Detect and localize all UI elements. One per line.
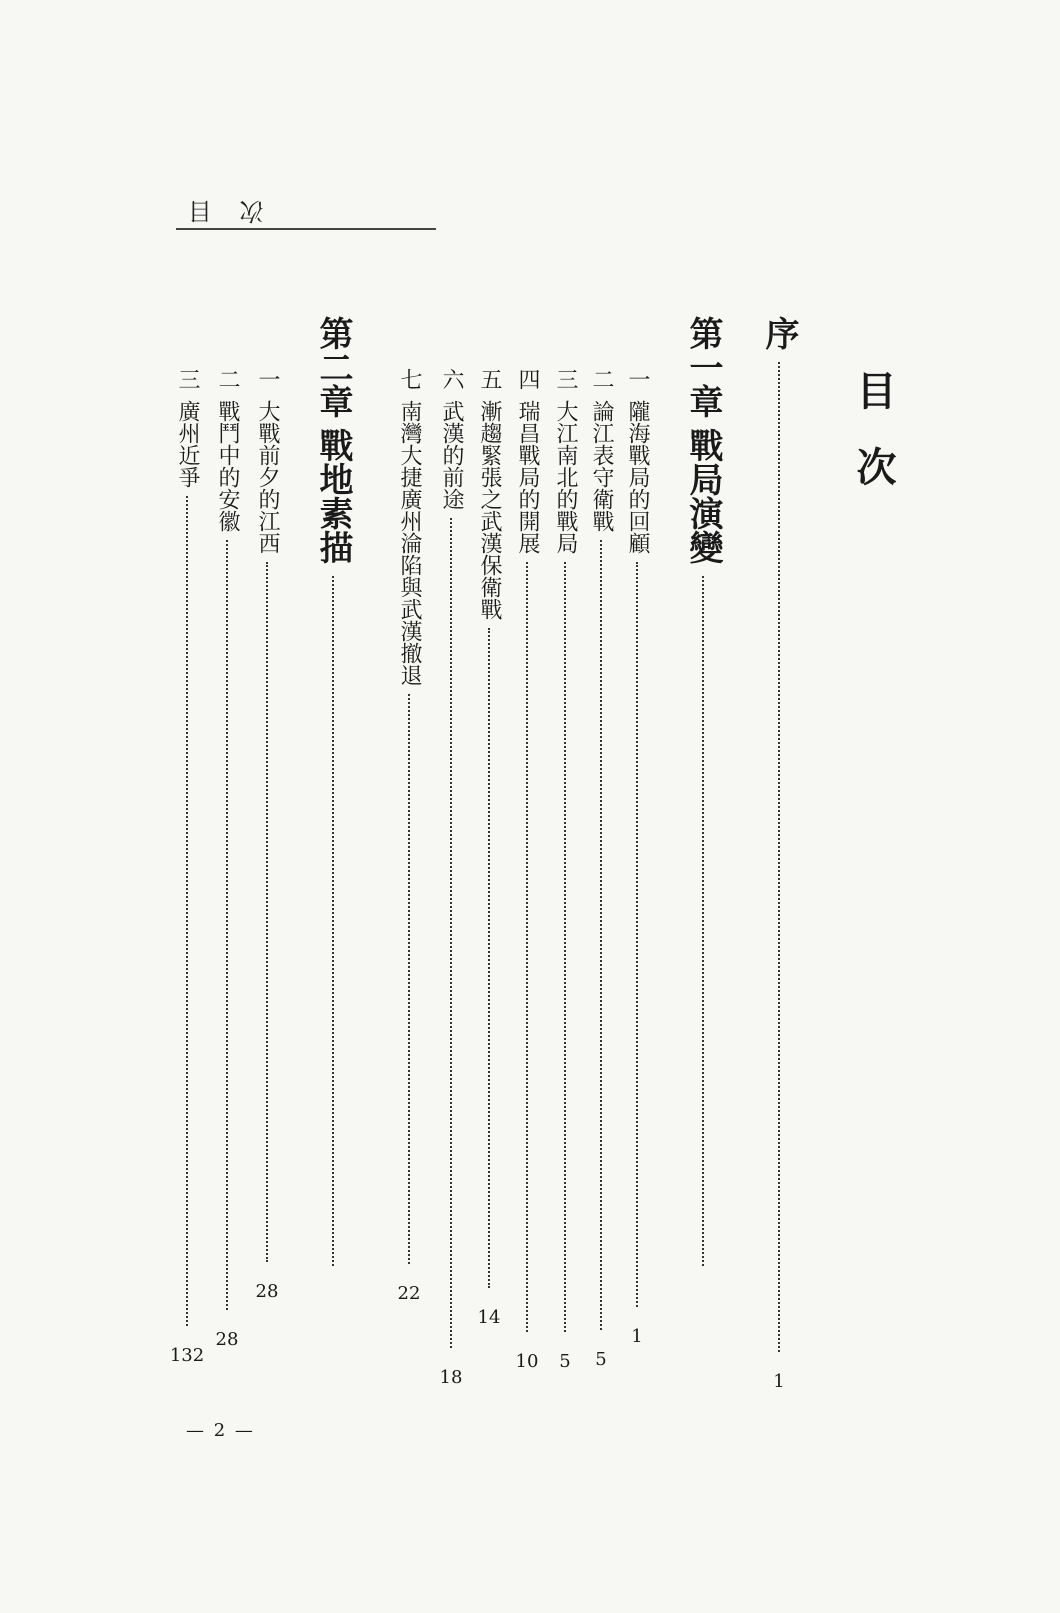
toc-entry-page: 132 [169, 1345, 205, 1366]
dot-leader [226, 540, 228, 1310]
toc-entry-chapter-1[interactable] [683, 316, 723, 1266]
toc-entry-title: 戰地素描 [313, 428, 353, 564]
dot-leader [778, 362, 780, 1352]
section-number: 六 [439, 368, 464, 390]
toc-entry-title: 戰局演變 [683, 428, 723, 564]
toc-entry-page: 5 [595, 1349, 607, 1370]
toc-entry-page: 10 [515, 1351, 539, 1372]
toc-entry-title: 瑞昌戰局的開展 [515, 400, 540, 554]
section-number: 二 [589, 368, 614, 390]
dot-leader [564, 562, 566, 1332]
dot-leader [266, 562, 268, 1262]
dot-leader [332, 576, 334, 1266]
page-title: 目次 [850, 370, 897, 522]
toc-entry-title: 大江南北的戰局 [553, 400, 578, 554]
toc-entry-chapter-2[interactable] [313, 316, 353, 1266]
toc-entry-title: 戰鬥中的安徽 [215, 400, 240, 532]
toc-entry-section-1-1[interactable] [625, 368, 650, 1347]
toc-entry-page: 28 [255, 1281, 279, 1302]
toc-entry-title: 廣州近爭 [175, 400, 200, 488]
dot-leader [186, 496, 188, 1326]
toc-entry-title: 論江表守衛戰 [589, 400, 614, 532]
dot-leader [636, 562, 638, 1307]
toc-entry-page: 22 [397, 1283, 421, 1304]
chapter-number: 第一章 [683, 316, 723, 418]
toc-entry-title: 武漢的前途 [439, 400, 464, 510]
toc-entry-page: 14 [477, 1307, 501, 1328]
toc-entry-section-1-6[interactable] [439, 368, 464, 1388]
section-number: 二 [215, 368, 240, 390]
toc-entry-title: 漸趨緊張之武漢保衛戰 [477, 400, 502, 620]
toc-entry-section-1-2[interactable] [589, 368, 614, 1370]
dot-leader [702, 576, 704, 1266]
dot-leader [408, 694, 410, 1264]
running-header: 次 目 [178, 197, 264, 225]
toc-entry-section-2-1[interactable] [255, 368, 280, 1302]
section-number: 一 [625, 368, 650, 390]
toc-entry-page: 18 [439, 1367, 463, 1388]
section-number: 四 [515, 368, 540, 390]
dot-leader [450, 518, 452, 1348]
toc-entry-page: 1 [631, 1326, 643, 1347]
toc-entry-section-2-2[interactable] [215, 368, 240, 1350]
section-number: 五 [477, 368, 502, 390]
toc-entry-page: 5 [559, 1351, 571, 1372]
toc-entry-preface[interactable] [759, 316, 799, 1392]
dot-leader [488, 628, 490, 1288]
toc-entry-title: 南灣大捷廣州淪陷與武漢撤退 [397, 400, 422, 686]
toc-entry-page: 28 [215, 1329, 239, 1350]
toc-entry-section-1-4[interactable] [515, 368, 540, 1372]
section-number: 三 [175, 368, 200, 390]
toc-entry-page: 1 [773, 1371, 785, 1392]
toc-entry-section-1-5[interactable] [477, 368, 502, 1328]
section-number: 一 [255, 368, 280, 390]
dot-leader [526, 562, 528, 1332]
toc-entry-title: 隴海戰局的回顧 [625, 400, 650, 554]
toc-entry-title: 大戰前夕的江西 [255, 400, 280, 554]
section-number: 七 [397, 368, 422, 390]
toc-entry-section-2-3[interactable] [169, 368, 205, 1366]
dot-leader [600, 540, 602, 1330]
toc-entry-section-1-3[interactable] [553, 368, 578, 1372]
page-folio: — 2 — [186, 1420, 255, 1441]
toc-entry-title: 序 [759, 316, 799, 350]
chapter-number: 第二章 [313, 316, 353, 418]
toc-entry-section-1-7[interactable] [397, 368, 422, 1304]
section-number: 三 [553, 368, 578, 390]
header-rule [176, 228, 436, 230]
